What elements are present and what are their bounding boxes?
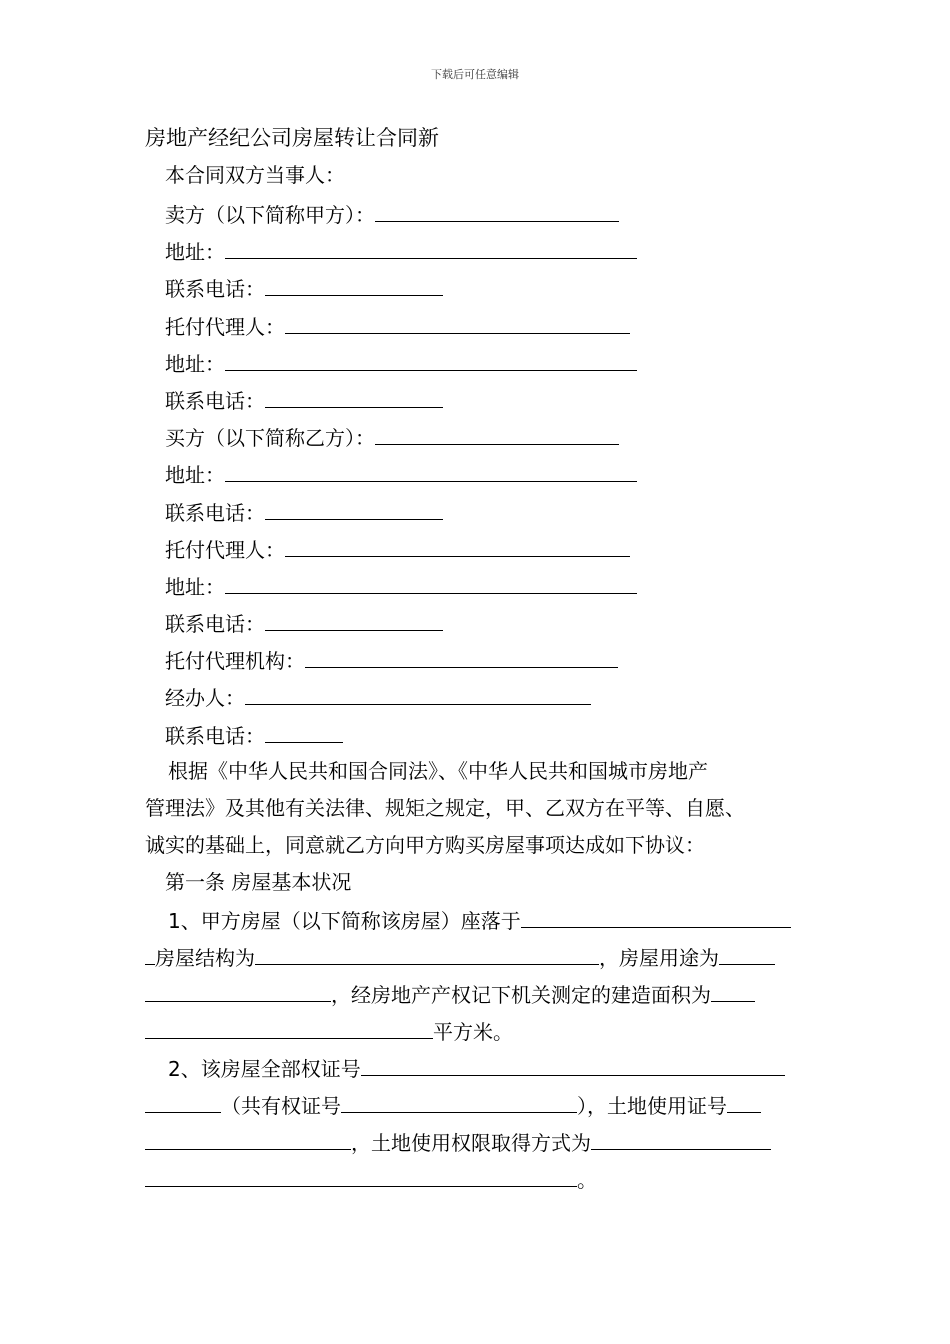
document-title: 房地产经纪公司房屋转让合同新 (145, 126, 439, 150)
preamble-line-3: 诚实的基础上，同意就乙方向甲方购买房屋事项达成如下协议： (145, 833, 705, 857)
seller-name-field[interactable] (375, 199, 619, 222)
buyer-agent-line (165, 534, 630, 564)
article-1-p2-line3 (145, 1127, 771, 1157)
buyer-agent-address-line (165, 571, 637, 601)
location-field[interactable] (521, 905, 791, 928)
buyer-phone-field[interactable] (265, 497, 443, 520)
handler-phone-label: 联系电话： (165, 724, 265, 748)
ownership-cert-label: 2、该房屋全部权证号 (168, 1057, 361, 1081)
agency-field[interactable] (305, 645, 618, 668)
co-ownership-cert-field[interactable] (341, 1090, 577, 1113)
preamble-line-1: 根据《中华人民共和国合同法》、《中华人民共和国城市房地产 (168, 759, 708, 783)
buyer-line (165, 422, 619, 452)
agency-line (165, 645, 618, 675)
seller-agent-field[interactable] (285, 311, 630, 334)
buyer-agent-phone-line (165, 608, 443, 638)
seller-agent-line (165, 311, 630, 341)
buyer-agent-address-field[interactable] (225, 571, 637, 594)
buyer-name-field[interactable] (375, 422, 619, 445)
seller-agent-phone-line (165, 385, 443, 415)
ownership-cert-field[interactable] (361, 1053, 785, 1076)
co-ownership-cert-label: （共有权证号 (221, 1094, 341, 1118)
location-field-continued[interactable] (145, 942, 155, 965)
seller-phone-label: 联系电话： (165, 277, 265, 301)
square-meters-label: 平方米。 (433, 1020, 513, 1044)
handler-line (165, 682, 591, 712)
buyer-agent-phone-field[interactable] (265, 608, 443, 631)
seller-phone-line (165, 273, 443, 303)
seller-address-field[interactable] (225, 236, 637, 259)
article-1-p1-line4 (145, 1016, 513, 1046)
buyer-agent-field[interactable] (285, 534, 630, 557)
structure-label: 房屋结构为 (155, 946, 255, 970)
structure-field[interactable] (255, 942, 599, 965)
seller-agent-phone-field[interactable] (265, 385, 443, 408)
buyer-address-line (165, 459, 637, 489)
area-field[interactable] (711, 979, 755, 1002)
buyer-phone-label: 联系电话： (165, 501, 265, 525)
seller-agent-address-label: 地址： (165, 352, 225, 376)
land-acquisition-label: ，土地使用权限取得方式为 (351, 1131, 591, 1155)
header-note: 下载后可任意编辑 (431, 68, 519, 81)
handler-field[interactable] (245, 682, 591, 705)
seller-label: 卖方（以下简称甲方）： (165, 203, 375, 227)
buyer-address-label: 地址： (165, 463, 225, 487)
land-acquisition-field[interactable] (591, 1127, 771, 1150)
buyer-address-field[interactable] (225, 459, 637, 482)
seller-agent-label: 托付代理人： (165, 315, 285, 339)
article-1-p2-line2 (145, 1090, 761, 1120)
seller-agent-phone-label: 联系电话： (165, 389, 265, 413)
seller-agent-address-line (165, 348, 637, 378)
seller-address-line (165, 236, 637, 266)
location-label: 1、甲方房屋（以下简称该房屋）座落于 (168, 909, 521, 933)
land-cert-label: ），土地使用证号 (577, 1094, 727, 1118)
buyer-agent-phone-label: 联系电话： (165, 612, 265, 636)
land-cert-field[interactable] (727, 1090, 761, 1113)
article-1-p1-line2 (145, 942, 775, 972)
buyer-phone-line (165, 497, 443, 527)
article-1-p2-line1 (168, 1053, 785, 1083)
handler-label: 经办人： (165, 686, 245, 710)
usage-label: ，房屋用途为 (599, 946, 719, 970)
buyer-agent-label: 托付代理人： (165, 538, 285, 562)
article-1-heading: 第一条 房屋基本状况 (165, 870, 352, 894)
buyer-label: 买方（以下简称乙方）： (165, 426, 375, 450)
usage-field-continued[interactable] (145, 979, 331, 1002)
ownership-cert-field-continued[interactable] (145, 1090, 221, 1113)
article-1-p1-line3 (145, 979, 755, 1009)
seller-address-label: 地址： (165, 240, 225, 264)
preamble-line-2: 管理法》及其他有关法律、规矩之规定，甲、乙双方在平等、自愿、 (145, 796, 745, 820)
handler-phone-line (165, 720, 343, 750)
land-acquisition-field-continued[interactable] (145, 1164, 577, 1187)
buyer-agent-address-label: 地址： (165, 575, 225, 599)
parties-intro: 本合同双方当事人： (165, 163, 345, 187)
end-mark: 。 (577, 1168, 597, 1192)
area-label: ，经房地产产权记下机关测定的建造面积为 (331, 983, 711, 1007)
seller-agent-address-field[interactable] (225, 348, 637, 371)
land-cert-field-continued[interactable] (145, 1127, 351, 1150)
handler-phone-field[interactable] (265, 720, 343, 743)
agency-label: 托付代理机构： (165, 649, 305, 673)
article-1-p2-line4 (145, 1164, 597, 1194)
area-field-continued[interactable] (145, 1016, 433, 1039)
article-1-p1-line1 (168, 905, 791, 935)
seller-phone-field[interactable] (265, 273, 443, 296)
seller-line (165, 199, 619, 229)
usage-field[interactable] (719, 942, 775, 965)
